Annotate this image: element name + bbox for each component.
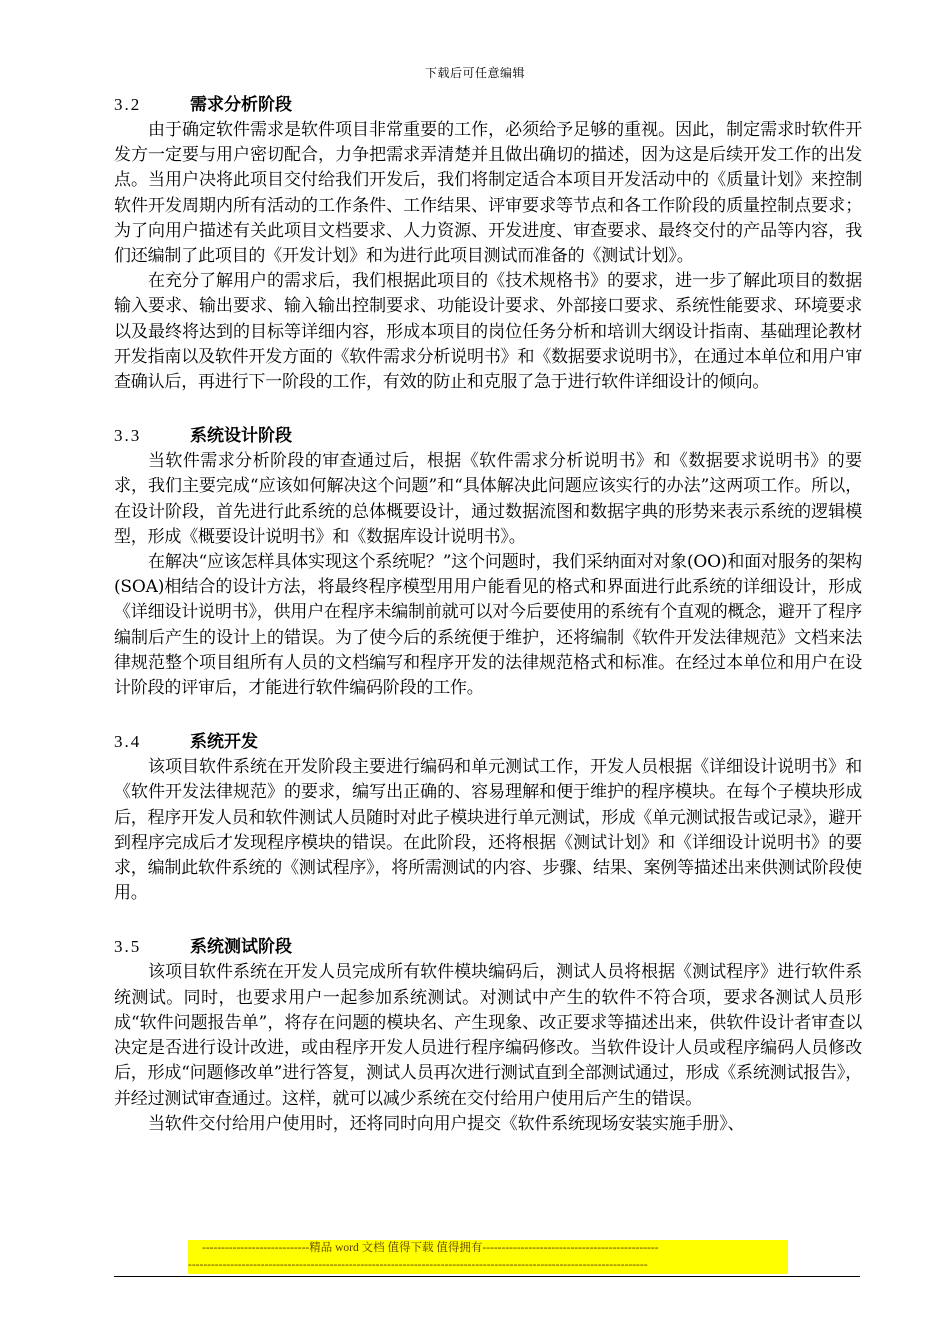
section-3-3: [114, 423, 862, 701]
section-3-4: [114, 729, 862, 906]
section-number: 3.4: [114, 732, 142, 752]
section-number: 3.3: [114, 426, 142, 446]
paragraph: 该项目软件系统在开发阶段主要进行编码和单元测试工作，开发人员根据《详细设计说明书》和《软件开发法律规范》的要求，编写出正确的、容易理解和便于维护的程序模块。在每个子模块形成后，程序开发人员和软件测试人员随时对此子模块进行单元测试，形成《单元测试报告或记录》，避开到程序完成后才发现程序模块的错误。在此阶段，还将根据《测试计划》和《详细设计说明书》的要求，编制此软件系统的《测试程序》，将所需测试的内容、步骤、结果、案例等描述出来供测试阶段使用。: [114, 757, 862, 904]
section-3-2: [114, 92, 862, 395]
section-heading: [114, 729, 862, 755]
section-number: 3.5: [114, 937, 142, 957]
section-3-5: [114, 934, 862, 1136]
page-header: 下载后可任意编辑: [424, 66, 525, 80]
section-title: 系统设计阶段: [190, 426, 292, 447]
section-title: 系统测试阶段: [190, 937, 292, 958]
section-title: 系统开发: [190, 732, 258, 753]
paragraph: 由于确定软件需求是软件项目非常重要的工作，必须给予足够的重视。因此，制定需求时软件开发方一定要与用户密切配合，力争把需求弄清楚并且做出确切的描述，因为这是后续开发工作的出发点。当用户决将此项目交付给我们开发后，我们将制定适合本项目开发活动中的《质量计划》来控制软件开发周期内所有活动的工作条件、工作结果、评审要求等节点和各工作阶段的质量控制点要求；为了向用户描述有关此项目文档要求、人力资源、开发进度、审查要求、最终交付的产品等内容，我们还编制了此项目的《开发计划》和为进行此项目测试而准备的《测试计划》。: [114, 120, 862, 267]
section-heading: [114, 934, 862, 960]
section-heading: [114, 92, 862, 118]
section-title: 需求分析阶段: [190, 95, 292, 115]
paragraph: 当软件交付给用户使用时，还将同时向用户提交《软件系统现场安装实施手册》、: [148, 1113, 745, 1134]
section-heading: [114, 423, 862, 449]
footer-rule: [114, 1276, 860, 1277]
paragraph: 该项目软件系统在开发人员完成所有软件模块编码后，测试人员将根据《测试程序》进行软件系统测试。同时，也要求用户一起参加系统测试。对测试中产生的软件不符合项，要求各测试人员形成“软件问题报告单”，将存在问题的模块名、产生现象、改正要求等描述出来，供软件设计者审查以决定是否进行设计改进，或由程序开发人员进行程序编码修改。当软件设计人员或程序编码人员修改后，形成“问题修改单”进行答复，测试人员再次进行测试直到全部测试通过，形成《系统测试报告》，并经过测试审查通过。这样，就可以减少系统在交付给用户使用后产生的错误。: [114, 962, 862, 1109]
footer-line-2: ------------------------------------------------------------------------------------------------------------------------: [188, 1259, 648, 1271]
paragraph: 当软件需求分析阶段的审查通过后，根据《软件需求分析说明书》和《数据要求说明书》的要求，我们主要完成“应该如何解决这个问题”和“具体解决此问题应该实行的办法”这两项工作。所以，在设计阶段，首先进行此系统的总体概要设计，通过数据流图和数据字典的形势来表示系统的逻辑模型，形成《概要设计说明书》和《数据库设计说明书》。: [114, 451, 862, 547]
section-number: 3.2: [114, 95, 142, 114]
paragraph: 在解决“应该怎样具体实现这个系统呢？”这个问题时，我们采纳面对对象(OO)和面对服务的架构(SOA)相结合的设计方法，将最终程序模型用用户能看见的格式和界面进行此系统的详细设计，形成《详细设计说明书》，供用户在程序未编制前就可以对今后要使用的系统有个直观的概念，避开了程序编制后产生的设计上的错误。为了使今后的系统便于维护，还将编制《软件开发法律规范》文档来法律规范整个项目组所有人员的文档编写和程序开发的法律规范格式和标准。在经过本单位和用户在设计阶段的评审后，才能进行软件编码阶段的工作。: [114, 552, 862, 699]
paragraph: 在充分了解用户的需求后，我们根据此项目的《技术规格书》的要求，进一步了解此项目的数据输入要求、输出要求、输入输出控制要求、功能设计要求、外部接口要求、系统性能要求、环境要求以及最终将达到的目标等详细内容，形成本项目的岗位任务分析和培训大纲设计指南、基础理论教材开发指南以及软件开发方面的《软件需求分析说明书》和《数据要求说明书》，在通过本单位和用户审查确认后，再进行下一阶段的工作，有效的防止和克服了急于进行软件详细设计的倾向。: [114, 271, 862, 393]
footer-line-1: ----------------------------精品 word 文档 值得下载 值得拥有----------------------------------------------: [202, 1242, 659, 1254]
document-body: [114, 92, 862, 1165]
footer-banner: [188, 1240, 788, 1274]
